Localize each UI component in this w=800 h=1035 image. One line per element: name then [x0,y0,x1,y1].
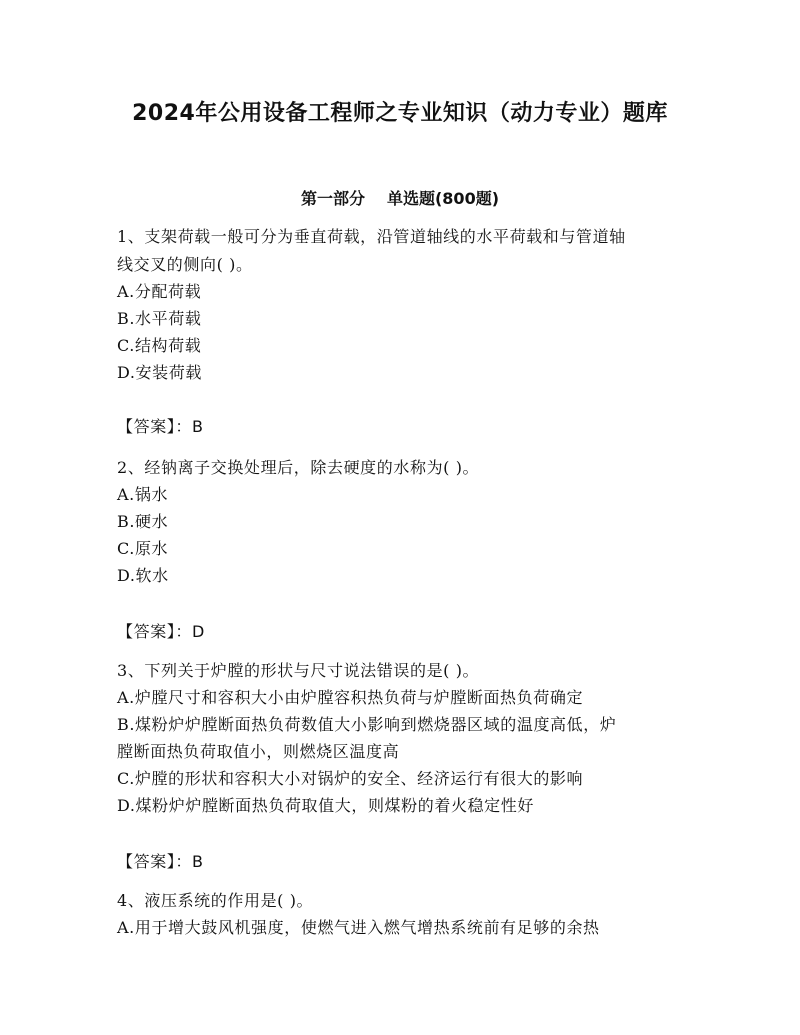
option-c: C.炉膛的形状和容积大小对锅炉的安全、经济运行有很大的影响 [117,769,584,788]
option-b: B.水平荷载 [117,309,202,328]
option-b-continued: 膛断面热负荷取值小，则燃烧区温度高 [117,742,400,761]
option-d: D.软水 [117,566,169,585]
question-stem-continued: 线交叉的侧向( )。 [117,255,253,274]
option-b: B.硬水 [117,512,169,531]
option-d: D.安装荷载 [117,363,202,382]
question-stem: 4、液压系统的作用是( )。 [117,891,314,910]
option-d: D.煤粉炉炉膛断面热负荷取值大，则煤粉的着火稳定性好 [117,796,534,815]
option-a: A.分配荷载 [117,282,202,301]
option-a: A.用于增大鼓风机强度，使燃气进入燃气增热系统前有足够的余热 [117,918,600,937]
option-c: C.结构荷载 [117,336,202,355]
section-title: 单选题(800题) [386,189,500,208]
option-b: B.煤粉炉炉膛断面热负荷数值大小影响到燃烧器区域的温度高低，炉 [117,715,617,734]
option-c: C.原水 [117,539,169,558]
option-a: A.炉膛尺寸和容积大小由炉膛容积热负荷与炉膛断面热负荷确定 [117,688,584,707]
question-stem: 3、下列关于炉膛的形状与尺寸说法错误的是( )。 [117,661,480,680]
section-label: 第一部分 [300,189,365,208]
answer-label: 【答案】：D [117,622,205,641]
answer-label: 【答案】：B [117,417,204,436]
question-stem: 2、经钠离子交换处理后，除去硬度的水称为( )。 [117,458,480,477]
answer-label: 【答案】：B [117,852,204,871]
section-heading [0,186,800,209]
question-stem: 1、支架荷载一般可分为垂直荷载，沿管道轴线的水平荷载和与管道轴 [117,227,626,246]
document-title: 2024年公用设备工程师之专业知识（动力专业）题库 [132,101,668,126]
option-a: A.锅水 [117,485,169,504]
